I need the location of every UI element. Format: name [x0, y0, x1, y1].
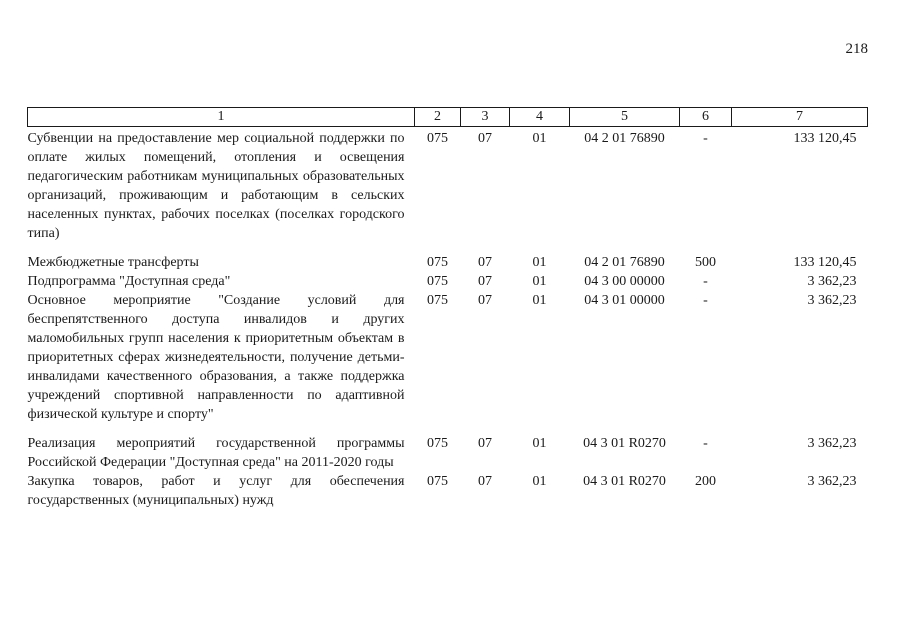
row-code-3: 07: [478, 131, 492, 146]
column-header-3: 3: [461, 108, 510, 127]
row-amount: 3 362,23: [807, 436, 857, 451]
row-code-3: 07: [478, 436, 492, 451]
row-code-5: 04 3 01 R0270: [583, 474, 666, 489]
row-code-4: 01: [532, 436, 547, 451]
row-code-3: 07: [478, 474, 492, 489]
row-code-3: 07: [478, 255, 492, 270]
row-code-3: 07: [478, 293, 492, 308]
column-header-4: 4: [510, 108, 570, 127]
column-header-2: 2: [415, 108, 461, 127]
table-row: [28, 253, 868, 272]
row-code-6: -: [703, 436, 708, 451]
row-code-6: -: [703, 131, 708, 146]
row-code-4: 01: [532, 474, 547, 489]
column-header-6: 6: [680, 108, 732, 127]
row-name: Основное мероприятие "Создание условий для беспрепятственного доступа инвалидов и других маломобильных групп населения к приоритетным объектам в приоритетных сферах жизнедеятельности, получение детьми-инвалидами качественного образования, а также поддержка учреждений спортивной направленности по адаптивной физической культуре и спорту": [27, 293, 405, 422]
row-code-2: 075: [427, 436, 448, 451]
row-code-5: 04 2 01 76890: [584, 131, 665, 146]
row-code-5: 04 3 01 R0270: [583, 436, 666, 451]
row-code-6: 500: [695, 255, 716, 270]
table-row: [28, 272, 868, 291]
row-code-5: 04 2 01 76890: [584, 255, 665, 270]
row-name: Закупка товаров, работ и услуг для обеспечения государственных (муниципальных) нужд: [27, 474, 405, 508]
table-header-row: [28, 108, 868, 127]
row-amount: 133 120,45: [793, 255, 857, 270]
column-header-5: 5: [570, 108, 680, 127]
row-code-3: 07: [478, 274, 492, 289]
row-amount: 3 362,23: [807, 274, 857, 289]
table-row: [28, 472, 868, 510]
row-amount: 3 362,23: [807, 474, 857, 489]
row-code-5: 04 3 01 00000: [584, 293, 665, 308]
row-code-6: -: [703, 274, 708, 289]
table-row: [28, 127, 868, 254]
row-code-6: 200: [695, 474, 716, 489]
row-code-4: 01: [532, 131, 547, 146]
row-name: Межбюджетные трансферты: [27, 255, 199, 270]
row-name: Подпрограмма "Доступная среда": [27, 274, 231, 289]
row-code-4: 01: [532, 274, 547, 289]
row-code-4: 01: [532, 293, 547, 308]
column-header-7: 7: [732, 108, 868, 127]
row-code-2: 075: [427, 255, 448, 270]
row-amount: 3 362,23: [807, 293, 857, 308]
column-header-1: 1: [28, 108, 415, 127]
table-row: [28, 291, 868, 434]
page-number: 218: [845, 41, 868, 57]
row-amount: 133 120,45: [793, 131, 857, 146]
row-code-2: 075: [427, 474, 448, 489]
table-row: [28, 434, 868, 472]
row-code-6: -: [703, 293, 708, 308]
budget-table: [27, 107, 868, 510]
row-name: Субвенции на предоставление мер социальной поддержки по оплате жилых помещений, отопления и освещения педагогическим работникам муниципальных образовательных организаций, проживающим и работающим в сельских населенных пунктах, рабочих поселках (поселках городского типа): [27, 131, 405, 241]
row-name: Реализация мероприятий государственной программы Российской Федерации "Доступная среда" на 2011-2020 годы: [27, 436, 405, 470]
row-code-4: 01: [532, 255, 547, 270]
row-code-5: 04 3 00 00000: [584, 274, 665, 289]
row-code-2: 075: [427, 274, 448, 289]
row-code-2: 075: [427, 293, 448, 308]
row-code-2: 075: [427, 131, 448, 146]
